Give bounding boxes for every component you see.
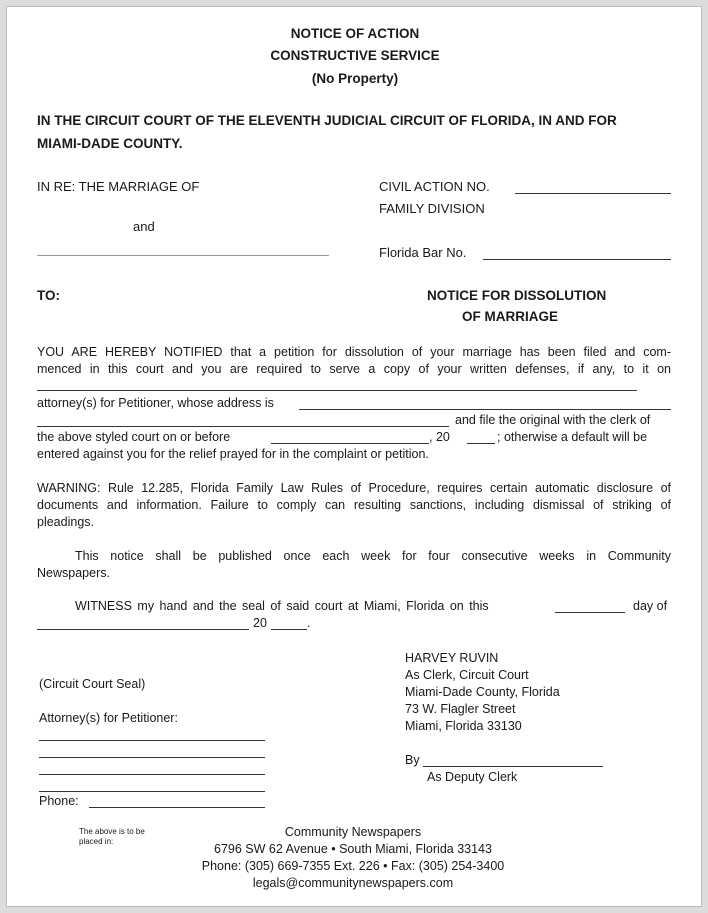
attorney-line-1[interactable] — [39, 740, 265, 741]
warning-line1: WARNING: Rule 12.285, Florida Family Law Rules of Procedure, requires certain automatic disclosure of — [37, 481, 671, 495]
attorney-label: Attorney(s) for Petitioner: — [39, 711, 178, 725]
family-division-label: FAMILY DIVISION — [379, 201, 485, 216]
to-label: TO: — [37, 288, 60, 303]
witness-day-field[interactable] — [555, 612, 625, 613]
florida-bar-number-field[interactable] — [483, 259, 671, 260]
respondent-name-line[interactable] — [37, 255, 329, 256]
on-or-before-text: the above styled court on or before — [37, 430, 231, 444]
witness-text: WITNESS my hand and the seal of said court at Miami, Florida on this — [75, 599, 489, 613]
witness-month-field[interactable] — [37, 629, 249, 630]
clerk-name: HARVEY RUVIN — [405, 651, 499, 665]
warning-line3: pleadings. — [37, 515, 94, 529]
publisher-name: Community Newspapers — [284, 825, 422, 839]
civil-action-number-field[interactable] — [515, 193, 671, 194]
attorney-line-3[interactable] — [39, 774, 265, 775]
form-note: (No Property) — [311, 71, 399, 86]
phone-field[interactable] — [89, 807, 265, 808]
notice-text-line2: menced in this court and you are required to serve a copy of your written defenses, if any, to it on — [37, 362, 671, 376]
notice-text-line1: YOU ARE HEREBY NOTIFIED that a petition for dissolution of your marriage has been filed and com- — [37, 345, 671, 359]
florida-bar-label: Florida Bar No. — [379, 245, 467, 260]
publisher-address: 6796 SW 62 Avenue • South Miami, Florida 33143 — [214, 842, 492, 856]
witness-year-field[interactable] — [271, 629, 307, 630]
publication-line1: This notice shall be published once each week for four consecutive weeks in Community — [75, 549, 671, 563]
deputy-clerk-label: As Deputy Clerk — [427, 770, 518, 784]
publisher-phone: Phone: (305) 669-7355 Ext. 226 • Fax: (305) 254-3400 — [201, 859, 505, 873]
document-page — [6, 6, 702, 907]
response-year-field[interactable] — [467, 443, 495, 444]
and-label: and — [133, 219, 155, 234]
day-of-text: day of — [633, 599, 668, 613]
by-label: By — [405, 753, 420, 767]
form-title: NOTICE OF ACTION — [290, 26, 420, 41]
civil-action-label: CIVIL ACTION NO. — [379, 179, 490, 194]
attorney-line-4[interactable] — [39, 791, 265, 792]
publication-line2: Newspapers. — [37, 566, 110, 580]
relief-text: entered against you for the relief prayed for in the complaint or petition. — [37, 447, 429, 461]
year-prefix: , 20 — [429, 430, 450, 444]
attorney-line-2[interactable] — [39, 757, 265, 758]
attorney-address-field[interactable] — [299, 409, 671, 410]
placement-note: The above is to be placed in: — [79, 827, 145, 846]
default-text: ; otherwise a default will be — [497, 430, 648, 444]
clerk-city: Miami, Florida 33130 — [405, 719, 522, 733]
notice-title-line2: OF MARRIAGE — [462, 309, 558, 324]
phone-label: Phone: — [39, 794, 79, 808]
court-heading-line2: MIAMI-DADE COUNTY. — [37, 136, 183, 151]
witness-year-prefix: 20 — [253, 616, 267, 630]
in-re-label: IN RE: THE MARRIAGE OF — [37, 179, 200, 194]
clerk-county: Miami-Dade County, Florida — [405, 685, 560, 699]
clerk-street: 73 W. Flagler Street — [405, 702, 516, 716]
petitioner-attorney-field[interactable] — [37, 390, 637, 391]
publisher-email[interactable]: legals@communitynewspapers.com — [252, 876, 454, 890]
deputy-clerk-signature-field[interactable] — [423, 766, 603, 767]
form-subtitle: CONSTRUCTIVE SERVICE — [270, 48, 440, 63]
clerk-title: As Clerk, Circuit Court — [405, 668, 529, 682]
notice-title-line1: NOTICE FOR DISSOLUTION — [427, 288, 607, 303]
warning-line2: documents and information. Failure to comply can resulting sanctions, including dismissal of striking of — [37, 498, 671, 512]
court-heading-line1: IN THE CIRCUIT COURT OF THE ELEVENTH JUDICIAL CIRCUIT OF FLORIDA, IN AND FOR — [37, 113, 617, 128]
court-seal-label: (Circuit Court Seal) — [39, 677, 146, 691]
attorney-address-label: attorney(s) for Petitioner, whose address is — [37, 396, 274, 410]
file-original-text: and file the original with the clerk of — [455, 413, 651, 427]
attorney-address-field-2[interactable] — [37, 426, 449, 427]
witness-period: . — [307, 616, 311, 630]
response-date-field[interactable] — [271, 443, 429, 444]
